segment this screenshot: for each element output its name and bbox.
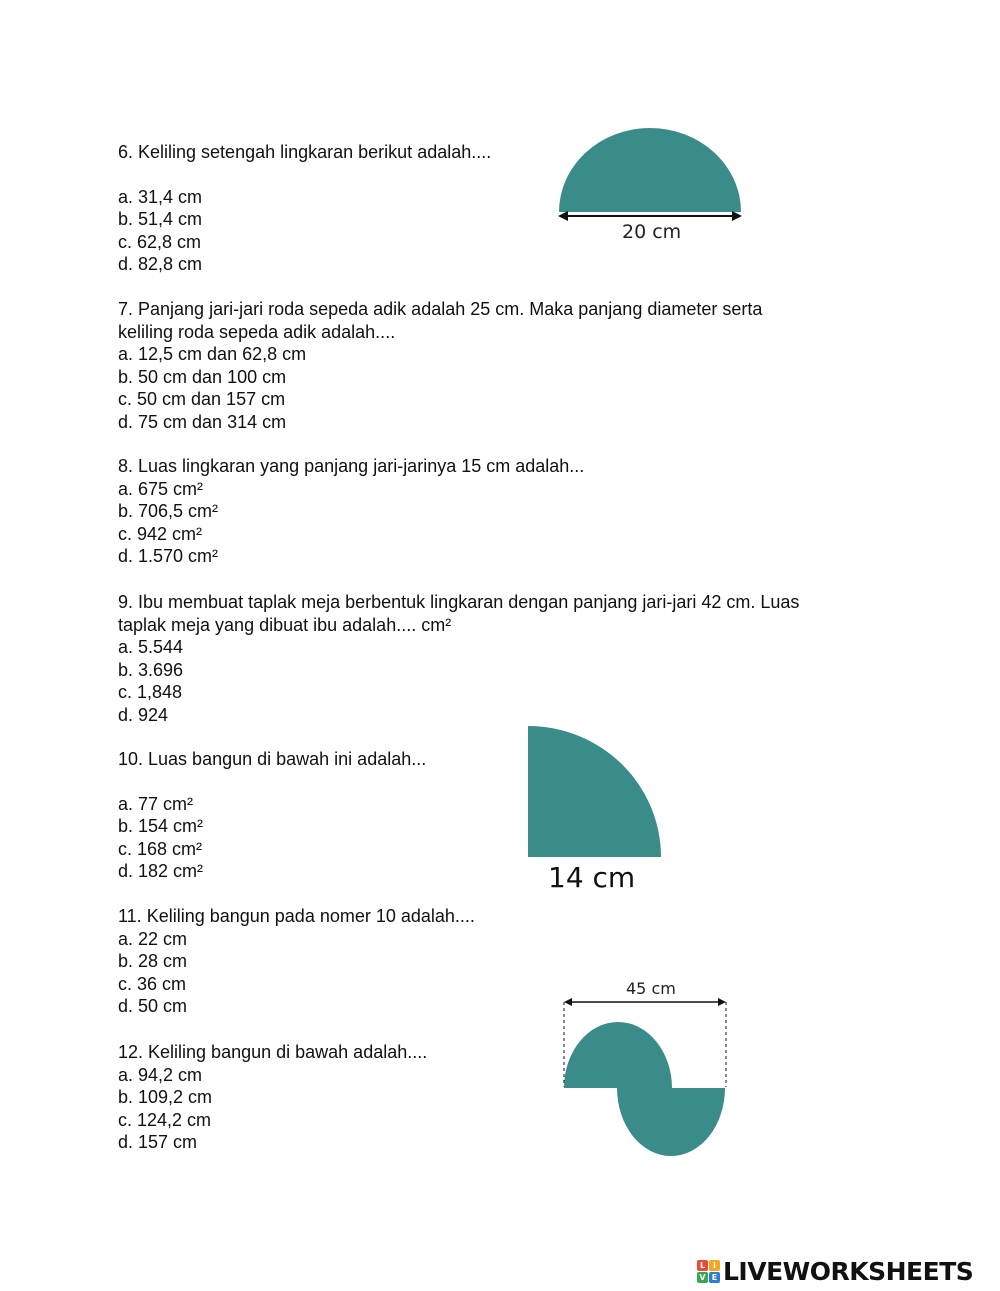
option-b: b. 28 cm bbox=[118, 951, 188, 971]
option-b: b. 706,5 cm² bbox=[118, 501, 219, 521]
option-b: b. 50 cm dan 100 cm bbox=[118, 366, 287, 387]
option-d: d. 182 cm² bbox=[118, 861, 204, 881]
question-11 bbox=[118, 905, 475, 1018]
question-12 bbox=[118, 1041, 427, 1154]
semicircle-figure bbox=[552, 124, 748, 249]
option-a: a. 675 cm² bbox=[118, 478, 204, 499]
option-c: c. 62,8 cm bbox=[118, 231, 202, 252]
option-a: a. 22 cm bbox=[118, 928, 188, 949]
question-text: 9. Ibu membuat taplak meja berbentuk lingkaran dengan panjang jari-jari 42 cm. Luas bbox=[118, 592, 800, 612]
question-text: 6. Keliling setengah lingkaran berikut adalah.... bbox=[118, 142, 492, 162]
option-c: c. 50 cm dan 157 cm bbox=[118, 389, 286, 409]
question-text-line-2: keliling roda sepeda adik adalah.... bbox=[118, 321, 396, 342]
liveworksheets-logo bbox=[697, 1256, 973, 1286]
option-b: b. 3.696 bbox=[118, 659, 184, 680]
double-semicircle-figure bbox=[556, 977, 736, 1162]
question-text: 11. Keliling bangun pada nomer 10 adalah.... bbox=[118, 906, 475, 926]
option-a: a. 31,4 cm bbox=[118, 186, 203, 207]
logo-text: LIVEWORKSHEETS bbox=[723, 1256, 974, 1286]
quarter-circle-figure bbox=[525, 724, 665, 896]
option-c: c. 36 cm bbox=[118, 973, 187, 994]
quarter-circle-radius-label: 14 cm bbox=[548, 861, 636, 894]
double-semicircle-shape bbox=[556, 977, 736, 1162]
option-a: a. 94,2 cm bbox=[118, 1064, 203, 1085]
quarter-circle-shape bbox=[525, 724, 665, 860]
option-b: b. 154 cm² bbox=[118, 816, 204, 836]
question-6 bbox=[118, 141, 491, 276]
double-semicircle-width-label: 45 cm bbox=[626, 979, 676, 998]
option-c: c. 124,2 cm bbox=[118, 1109, 212, 1130]
option-d: d. 157 cm bbox=[118, 1132, 198, 1152]
option-a: a. 77 cm² bbox=[118, 793, 194, 814]
question-text: 12. Keliling bangun di bawah adalah.... bbox=[118, 1042, 428, 1062]
question-8 bbox=[118, 455, 584, 568]
option-d: d. 1.570 cm² bbox=[118, 546, 219, 566]
option-d: d. 75 cm dan 314 cm bbox=[118, 411, 287, 432]
question-9 bbox=[118, 591, 799, 726]
option-d: d. 924 bbox=[118, 704, 169, 725]
option-b: b. 109,2 cm bbox=[118, 1087, 213, 1107]
question-10 bbox=[118, 748, 426, 883]
option-a: a. 12,5 cm dan 62,8 cm bbox=[118, 344, 307, 364]
question-7 bbox=[118, 298, 762, 433]
question-text-line-2: taplak meja yang dibuat ibu adalah.... cm² bbox=[118, 614, 452, 635]
option-d: d. 82,8 cm bbox=[118, 254, 203, 274]
option-c: c. 168 cm² bbox=[118, 838, 203, 859]
option-c: c. 1,848 bbox=[118, 682, 183, 702]
question-text: 8. Luas lingkaran yang panjang jari-jarinya 15 cm adalah... bbox=[118, 456, 585, 476]
semicircle-diameter-label: 20 cm bbox=[622, 221, 682, 243]
semicircle-shape bbox=[552, 124, 748, 224]
option-d: d. 50 cm bbox=[118, 996, 188, 1016]
option-c: c. 942 cm² bbox=[118, 523, 203, 544]
option-a: a. 5.544 bbox=[118, 637, 184, 657]
question-text: 10. Luas bangun di bawah ini adalah... bbox=[118, 749, 427, 769]
question-text: 7. Panjang jari-jari roda sepeda adik adalah 25 cm. Maka panjang diameter serta bbox=[118, 299, 763, 319]
logo-blocks-icon: L i V E bbox=[697, 1260, 720, 1283]
option-b: b. 51,4 cm bbox=[118, 209, 203, 229]
